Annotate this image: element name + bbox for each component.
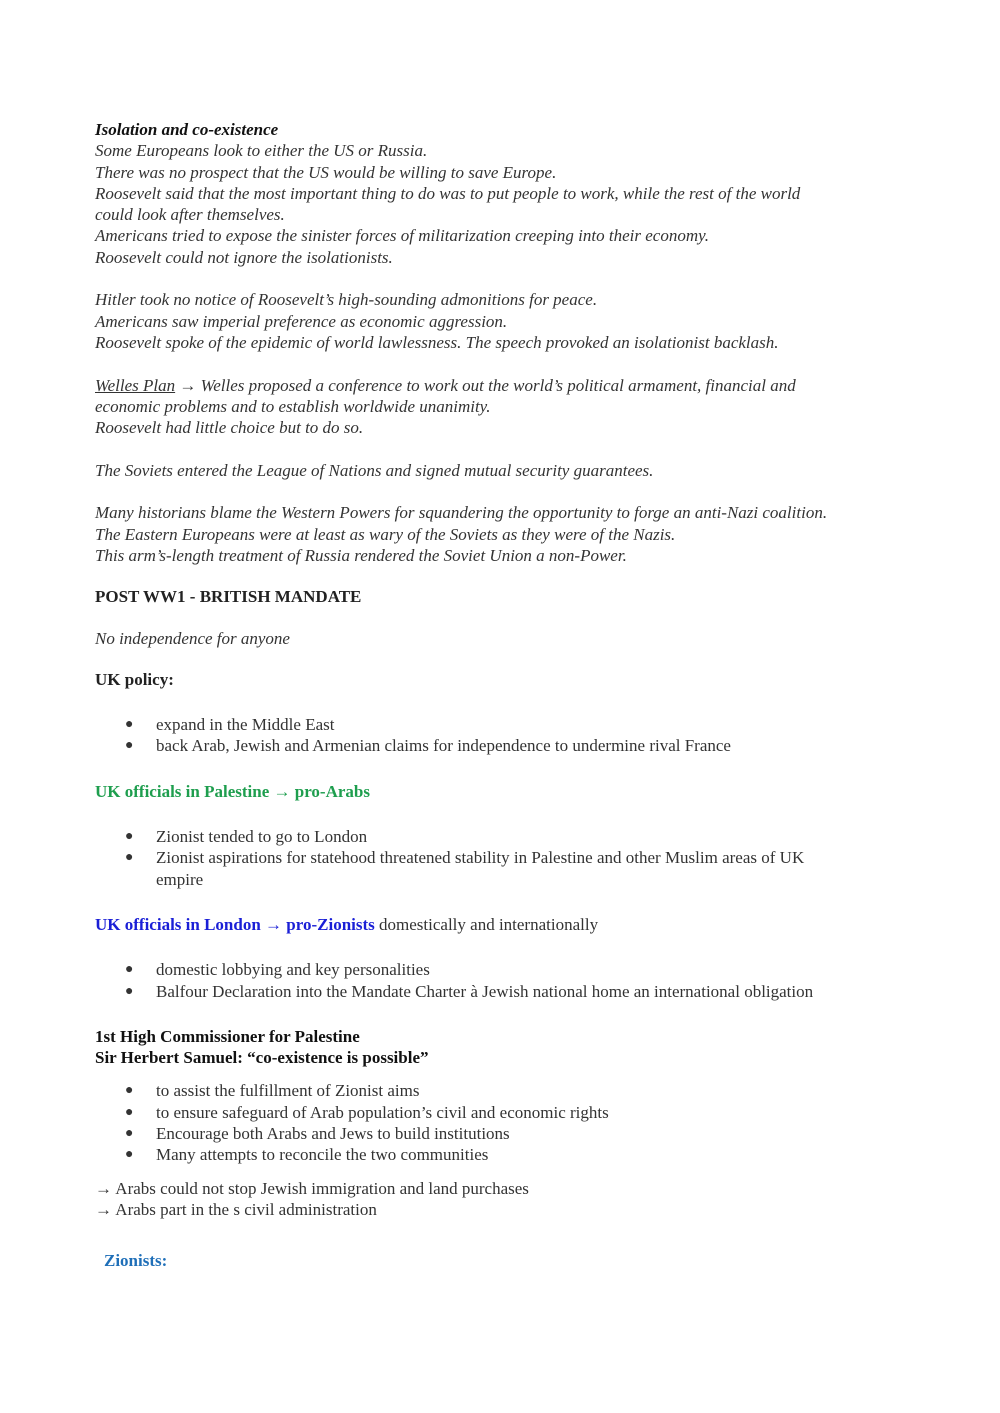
list-item: ● Encourage both Arabs and Jews to build institutions [125,1123,510,1143]
spacer [95,890,905,914]
blank-line [95,481,905,502]
uk-policy-list [95,714,905,757]
spacer [95,608,905,628]
paragraph-line: There was no prospect that the US would be willing to save Europe. [95,162,557,182]
outcome-line: → Arabs part in the s civil administration [95,1199,377,1219]
paragraph-line: Many historians blame the Western Powers for squandering the opportunity to forge an anti-Nazi coalition. [95,503,828,523]
list-item: ● expand in the Middle East [125,715,335,735]
london-list [95,959,905,1002]
spacer [95,649,905,669]
spacer [95,1166,905,1178]
paragraph-line: Roosevelt spoke of the epidemic of world lawlessness. The speech provoked an isolationist backlash. [95,332,779,352]
paragraph-line: Roosevelt had little choice but to do so. [95,418,364,438]
mandate-subtitle: No independence for anyone [95,628,290,648]
spacer [95,566,905,586]
list-item: ● domestic lobbying and key personalities [125,960,430,980]
spacer [95,935,905,959]
paragraph-line: The Soviets entered the League of Nations and signed mutual security guarantees. [95,460,654,480]
spacer [95,690,905,714]
paragraph-line: Some Europeans look to either the US or Russia. [95,141,428,161]
outcome-line: → Arabs could not stop Jewish immigration and land purchases [95,1178,529,1198]
section-heading-isolation: Isolation and co-existence [95,120,279,139]
section-heading-mandate: POST WW1 - BRITISH MANDATE [95,587,362,607]
uk-policy-label: UK policy: [95,669,174,689]
bullet-icon: ● [125,850,134,866]
list-item: ● Zionist aspirations for statehood threatened stability in Palestine and other Muslim areas of UK [125,848,805,868]
spacer [95,757,905,781]
paragraph-line: economic problems and to establish worldwide unanimity. [95,396,491,416]
paragraph-line: Americans tried to expose the sinister forces of militarization creeping into their economy. [95,226,709,246]
list-item: ● Balfour Declaration into the Mandate Charter à Jewish national home an international obligation [125,981,814,1001]
welles-plan-link[interactable]: Welles Plan [95,375,176,395]
london-heading: UK officials in London → pro-Zionists [95,914,375,934]
document-page [95,119,905,1271]
list-item: ● to ensure safeguard of Arab population’s civil and economic rights [125,1102,609,1122]
london-heading-line [95,914,905,935]
paragraph-line: Roosevelt said that the most important thing to do was to put people to work, while the rest of the world [95,183,801,203]
welles-plan-text: → Welles proposed a conference to work out the world’s political armament, financial and [175,375,796,395]
list-item: ● Zionist tended to go to London [125,827,368,847]
blank-line [95,353,905,374]
paragraph-line: The Eastern Europeans were at least as wary of the Soviets as they were of the Nazis. [95,524,676,544]
london-heading-rest: domestically and internationally [374,914,599,934]
bullet-icon: ● [125,1083,134,1099]
paragraph-line: This arm’s-length treatment of Russia rendered the Soviet Union a non-Power. [95,545,627,565]
palestine-list [95,826,905,890]
spacer [95,802,905,826]
blank-line [95,438,905,459]
paragraph-line: Hitler took no notice of Roosevelt’s high-sounding admonitions for peace. [95,290,598,310]
commissioner-subheading: Sir Herbert Samuel: “co-existence is possible” [95,1048,429,1068]
list-item: ● Many attempts to reconcile the two communities [125,1145,489,1165]
palestine-heading: UK officials in Palestine → pro-Arabs [95,781,370,801]
list-item: ● to assist the fulfillment of Zionist aims [125,1081,420,1101]
spacer [95,1068,905,1080]
zionists-heading: Zionists: [104,1251,168,1271]
bullet-icon: ● [125,1104,134,1120]
bullet-icon: ● [125,717,134,733]
welles-plan-line [95,375,905,396]
paragraph-line: could look after themselves. [95,205,285,225]
paragraph-line: Roosevelt could not ignore the isolationists. [95,247,393,267]
bullet-icon: ● [125,983,134,999]
bullet-icon: ● [125,738,134,754]
bullet-icon: ● [125,1125,134,1141]
bullet-icon: ● [125,1147,134,1163]
list-item-continuation: empire [156,869,204,889]
spacer [95,1002,905,1026]
paragraph-line: Americans saw imperial preference as economic aggression. [95,311,508,331]
bullet-icon: ● [125,829,134,845]
list-item: ● back Arab, Jewish and Armenian claims for independence to undermine rival France [125,736,731,756]
spacer [95,1220,905,1250]
blank-line [95,268,905,289]
commissioner-list [95,1080,905,1165]
bullet-icon: ● [125,962,134,978]
commissioner-heading: 1st High Commissioner for Palestine [95,1026,360,1046]
